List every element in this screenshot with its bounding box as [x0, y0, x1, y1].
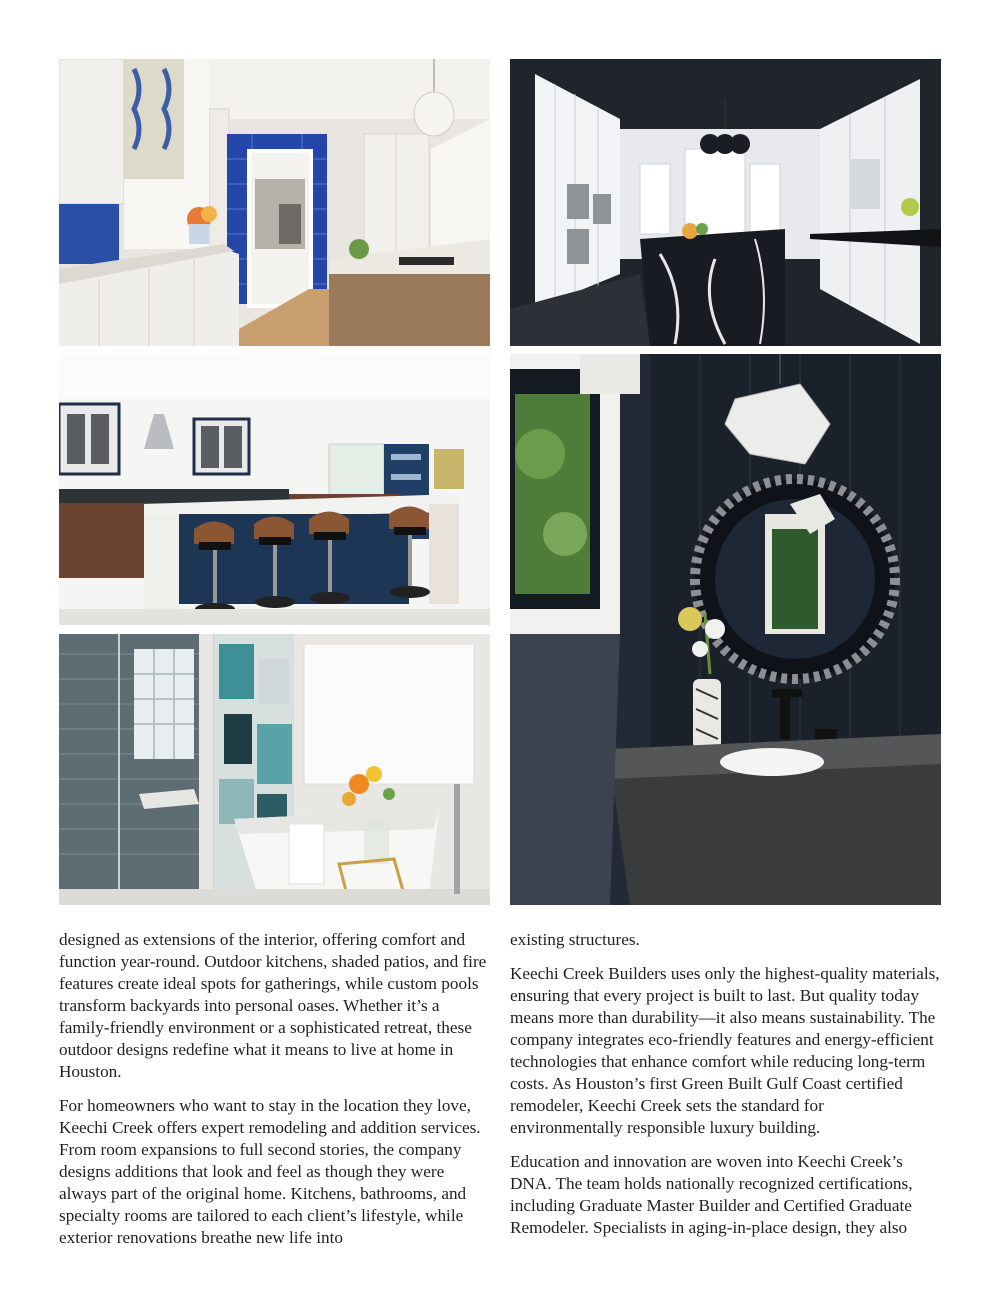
- glass-shower-bathroom-photo: [59, 634, 490, 905]
- black-powder-room-mirror-photo: [510, 354, 941, 905]
- article-paragraph: designed as extensions of the interior, offering comfort and function year-round. Outdoor kitchens, shaded patios, and fire features create ideal spots for gatherings, while custom pools transform backyards into personal oases. Whether it’s a family-friendly environment or a sophisticated retreat, these outdoor designs redefine what it means to live at home in Houston.: [59, 930, 487, 1081]
- article-paragraph: existing structures.: [510, 930, 640, 949]
- article-paragraph: Keechi Creek Builders uses only the highest-quality materials, ensuring that every project is built to last. But quality today means more than durability—it also means sustainability. The company integrates eco-friendly features and energy-efficient technologies that enhance comfort while reducing long-term costs. As Houston’s first Green Built Gulf Coast certified remodeler, Keechi Creek sets the standard for environmentally responsible luxury building.: [510, 964, 940, 1137]
- black-white-modern-kitchen-photo: [510, 59, 941, 346]
- open-kitchen-navy-island-photo: [59, 354, 490, 625]
- article-column-left: [59, 929, 491, 1261]
- article-paragraph: Education and innovation are woven into Keechi Creek’s DNA. The team holds nationally recognized certifications, including Graduate Master Builder and Certified Graduate Remodeler. Specialists in aging-in-place design, they also: [510, 1152, 913, 1237]
- article-paragraph: For homeowners who want to stay in the location they love, Keechi Creek offers expert remodeling and addition services. From room expansions to full second stories, the company designs additions that look and feel as though they were always part of the original home. Kitchens, bathrooms, and specialty rooms are tailored to each client’s lifestyle, while exterior renovations breathe new life into: [59, 1096, 481, 1247]
- article-column-right: [510, 929, 940, 1251]
- blue-tile-white-kitchen-photo: [59, 59, 490, 346]
